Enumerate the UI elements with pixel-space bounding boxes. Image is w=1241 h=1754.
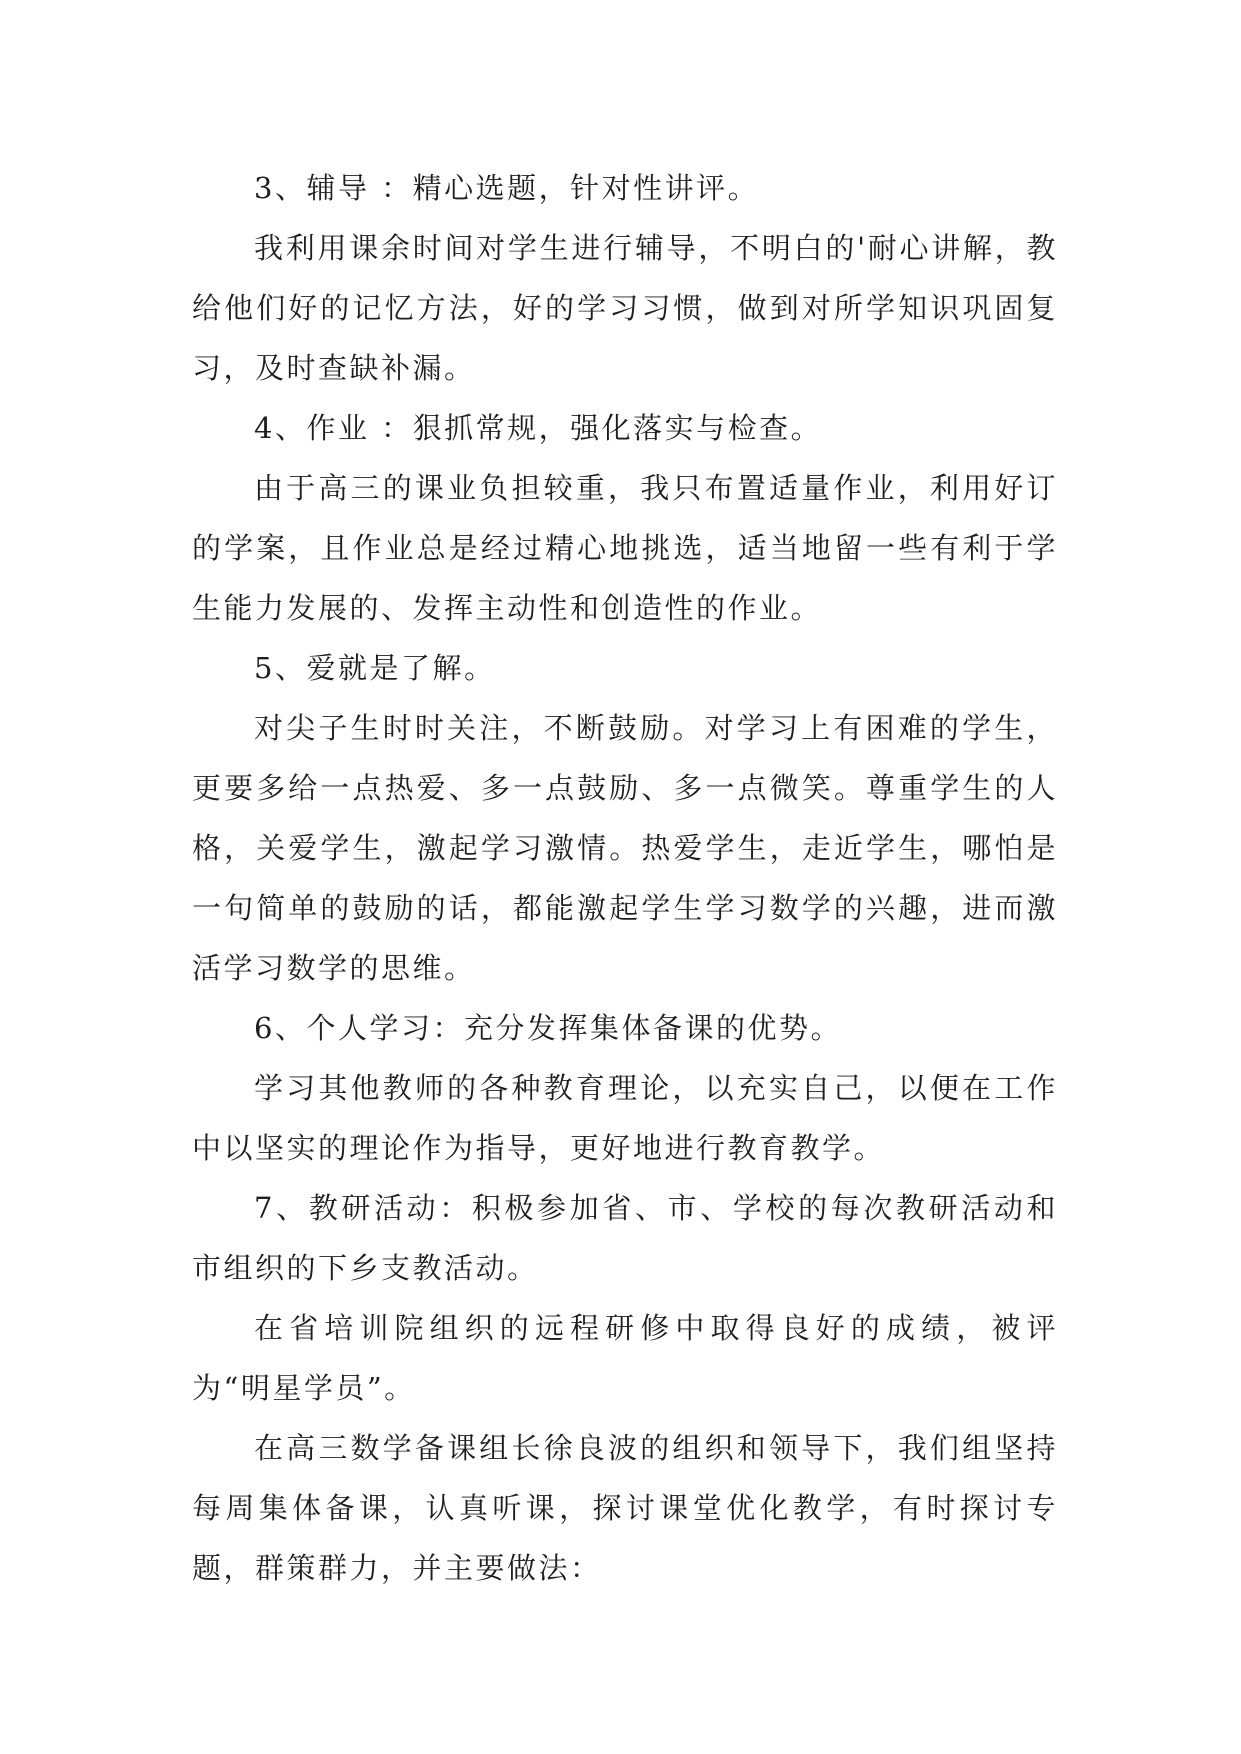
paragraph-tutoring-body: 我利用课余时间对学生进行辅导，不明白的'耐心讲解，教给他们好的记忆方法，好的学习习惯，做到对所学知识巩固复习，及时查缺补漏。: [192, 231, 1058, 385]
paragraph-heading-love: 5、爱就是了解。: [254, 651, 496, 685]
document-body: [192, 158, 1058, 1598]
paragraph-research-result: 在省培训院组织的远程研修中取得良好的成绩，被评为“明星学员”。: [192, 1311, 1058, 1405]
paragraph-love-body: 对尖子生时时关注，不断鼓励。对学习上有困难的学生，更要多给一点热爱、多一点鼓励、多一点微笑。尊重学生的人格，关爱学生，激起学习激情。热爱学生，走近学生，哪怕是一句简单的鼓励的话，都能激起学生学习数学的兴趣，进而激活学习数学的思维。: [192, 711, 1058, 985]
paragraph-personal-study-body: 学习其他教师的各种教育理论，以充实自己，以便在工作中以坚实的理论作为指导，更好地进行教育教学。: [192, 1071, 1058, 1165]
paragraph-heading-research: 7、教研活动：积极参加省、市、学校的每次教研活动和市组织的下乡支教活动。: [192, 1191, 1058, 1285]
paragraph-research-body: 在高三数学备课组长徐良波的组织和领导下，我们组坚持每周集体备课，认真听课，探讨课堂优化教学，有时探讨专题，群策群力，并主要做法：: [192, 1431, 1058, 1585]
paragraph-heading-homework: 4、作业 ：狠抓常规，强化落实与检查。: [254, 411, 823, 445]
paragraph-homework-body: 由于高三的课业负担较重，我只布置适量作业，利用好订的学案，且作业总是经过精心地挑选，适当地留一些有利于学生能力发展的、发挥主动性和创造性的作业。: [192, 471, 1058, 625]
paragraph-heading-tutoring: 3、辅导 ：精心选题，针对性讲评。: [254, 171, 760, 205]
paragraph-heading-personal-study: 6、个人学习：充分发挥集体备课的优势。: [254, 1011, 842, 1045]
